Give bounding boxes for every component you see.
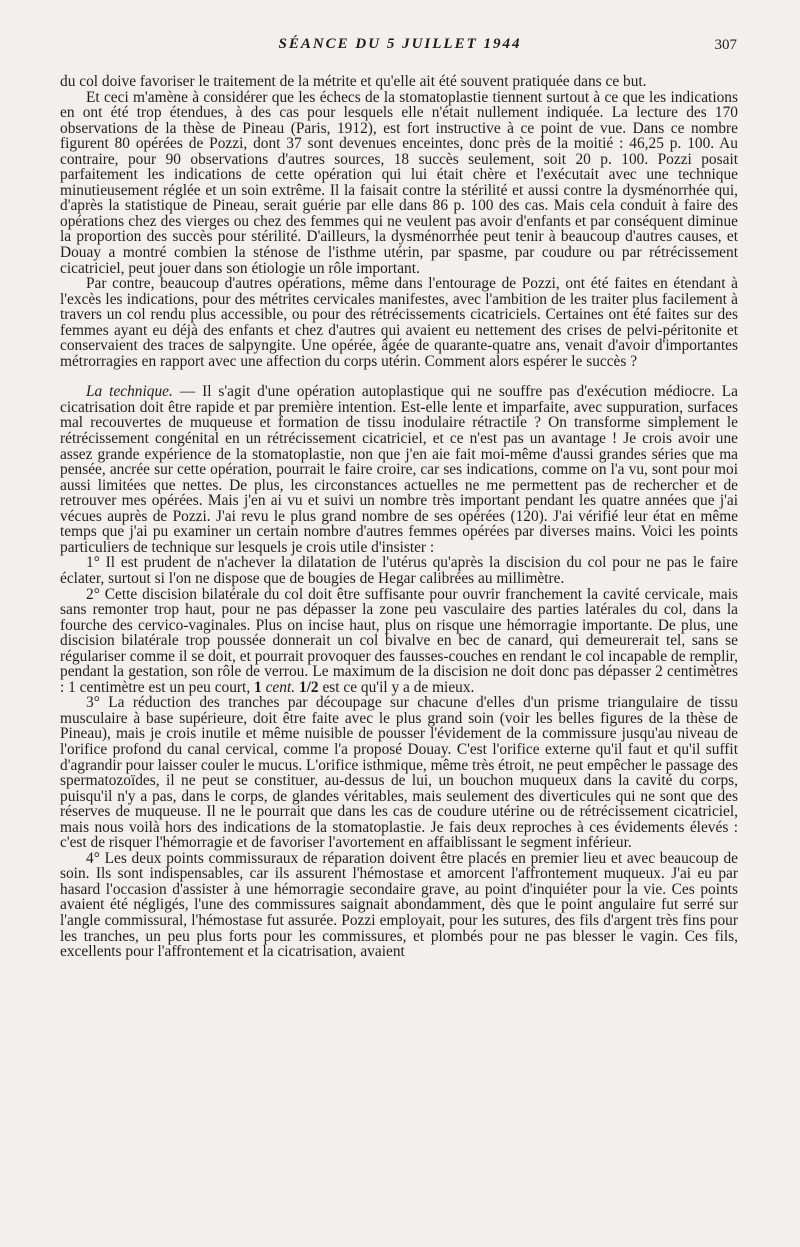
measure-unit: cent. [265,678,296,696]
body-text [60,74,738,960]
measure-fraction: 1/2 [298,678,319,696]
technique-text: — Il s'agit d'une opération autoplastique qui ne souffre pas d'exécution médiocre. La cicatrisation doit être rapide et par première intention. Est-elle lente et imparfaite, avec suppuration, surfaces mal recouvertes de muqueuse et formation de tissu inodulaire rétractile ? On transforme simplement le rétrécissement congénital en un rétrécissement cicatriciel, et ce n'est pas un avantage ! Je crois avoir une assez grande expérience de la stomatoplastie, non que j'en aie fait moi-même d'aussi grandes séries que ma pensée, ancrée sur cette opération, pourrait le faire croire, car ses indications, comme on l'a vu, sont pour moi aussi limitées que nettes. De plus, les circonstances actuelles ne me permettent pas de rechercher et de retrouver mes opérées. Mais j'en ai vu et suivi un nombre très important pendant les quatre années que j'ai vécues auprès de Pozzi. J'ai revu le plus grand nombre de ses opérées (120). J'ai vérifié leur état en même temps que j'ai pu examiner un certain nombre d'autres femmes opérées par diverses mains. Voici les points particuliers de technique sur lesquels je crois utile d'insister : [60,383,738,556]
section-label-technique: La technique. [86,383,173,401]
paragraph-point-2 [60,587,738,696]
paragraph-technique [60,384,738,555]
paragraph-point-1: 1° Il est prudent de n'achever la dilatation de l'utérus qu'après la discision du col pour ne pas le faire éclater, surtout si l'on ne dispose que de bougies de Hegar calibrées au millimètre. [60,554,738,587]
measure-value: 1 [254,678,262,696]
point-2-end: est ce qu'il y a de mieux. [318,678,475,696]
running-head [0,36,800,60]
paragraph-other-operations: Par contre, beaucoup d'autres opérations, même dans l'entourage de Pozzi, ont été faites en étendant à l'excès les indications, pour des métrites cervicales manifestes, avec l'ambition de les traiter plus facilement à travers un col rendu plus accessible, ou pour des rétrécissements cicatriciels. Certaines ont été faites sur des femmes ayant eu déjà des enfants et chez d'autres qui avaient eu nettement des crises de pelvi-péritonite et conservaient des traces de salpyngite. Une opérée, âgée de quarante-quatre ans, venait d'avoir d'importantes métrorragies en rapport avec une affection du corps utérin. Comment alors espérer le succès ? [60,275,738,370]
paragraph-point-4: 4° Les deux points commissuraux de réparation doivent être placés en premier lieu et avec beaucoup de soin. Ils sont indispensables, car ils assurent l'hémostase et amorcent l'affrontement muqueux. J'ai eu par hasard l'occasion d'assister à une hémorragie secondaire grave, au point d'inquiéter pour la vie. Ces points avaient été négligés, l'une des commissures saignait abondamment, dès que le point angulaire fut serré sur l'angle commissural, l'hémostase fut assurée. Pozzi employait, pour les sutures, des fils d'argent très fins pour les tranches, un peu plus forts pour les commissures, et plombés pour ne pas blesser le vagin. Ces fils, excellents pour l'affrontement et la cicatrisation, avaient [60,849,738,961]
page-number: 307 [714,37,737,53]
paragraph-indications: Et ceci m'amène à considérer que les échecs de la stomatoplastie tiennent surtout à ce que les indications en ont été trop étendues, à des cas pour lesquels elle n'était nullement indiquée. La lecture des 170 observations de la thèse de Pineau (Paris, 1912), est fort instructive à ce point de vue. Dans ce nombre figurent 80 opérées de Pozzi, dont 37 sont devenues enceintes, donc près de la moitié : 46,25 p. 100. Au contraire, pour 90 observations d'autres sources, 18 succès seulement, soit 20 p. 100. Pozzi posait parfaitement les indications de cette opération qui lui était chère et l'exécutait avec une technique minutieusement réglée et un soin extrême. Il la faisait contre la stérilité et aussi contre la dysménorrhée qui, d'après la statistique de Pineau, serait guérie par elle dans 86 p. 100 des cas. Mais cela conduit à faire des opérations chez des vierges ou chez des femmes qui ne veulent pas avoir d'enfants et par conséquent diminue la proportion des succès pour stérilité. D'ailleurs, la dysménorrhée peut tenir à beaucoup d'autres causes, et Douay a montré combien la sténose de l'isthme utérin, par spasme, par coudure ou par rétrécissement cicatriciel, peut jouer dans son étiologie un rôle important. [60,88,738,277]
point-2-text: 2° Cette discision bilatérale du col doit être suffisante pour ouvrir franchement la cavité cervicale, mais sans remonter trop haut, pour ne pas dépasser la zone peu vasculaire des parties latérales du col, dans la fourche des cervico-vaginales. Plus on incise haut, plus on risque une hémorragie importante. De plus, une discision bilatérale trop poussée donnerait un col bivalve en bec de canard, qui demeurerait tel, sans se régulariser comme il se doit, et pourrait provoquer des fausses-couches en rendant le col incapable de remplir, pendant la gestation, son rôle de verrou. Le maximum de la discision ne doit donc pas dépasser 2 centimètres : 1 centimètre est un peu court, [60,585,738,696]
paragraph-continuation: du col doive favoriser le traitement de la métrite et qu'elle ait été souvent pratiquée dans ce but. [60,73,647,90]
paragraph-point-3: 3° La réduction des tranches par découpage sur chacune d'elles d'un prisme triangulaire de tissu musculaire à base supérieure, doit être faite avec le plus grand soin (voir les belles figures de la thèse de Pineau), mais je crois inutile et même nuisible de pousser l'évidement de la commissure jusqu'au niveau de l'orifice profond du canal cervical, comme l'a proposé Douay. C'est l'orifice externe qu'il faut et qu'il suffit d'agrandir pour laisser couler le mucus. L'orifice isthmique, même très étroit, ne peut empêcher le passage des spermatozoïdes, il ne peut se constituer, au-dessus de lui, un bouchon muqueux dans la cavité du corps, puisqu'il n'y a pas, dans le corps, de glandes véritables, mais seulement des diverticules qui ne sont que des réserves de muqueuse. Il ne le pourrait que dans les cas de coudure utérine ou de rétrécissement cicatriciel, mais nous voilà hors des indications de la stomatoplastie. Je fais deux reproches à ces évidements élevés : c'est de risquer l'hémorragie et de favoriser l'avortement en affaiblissant le segment inférieur. [60,694,738,852]
running-title: SÉANCE DU 5 JUILLET 1944 [278,36,522,52]
